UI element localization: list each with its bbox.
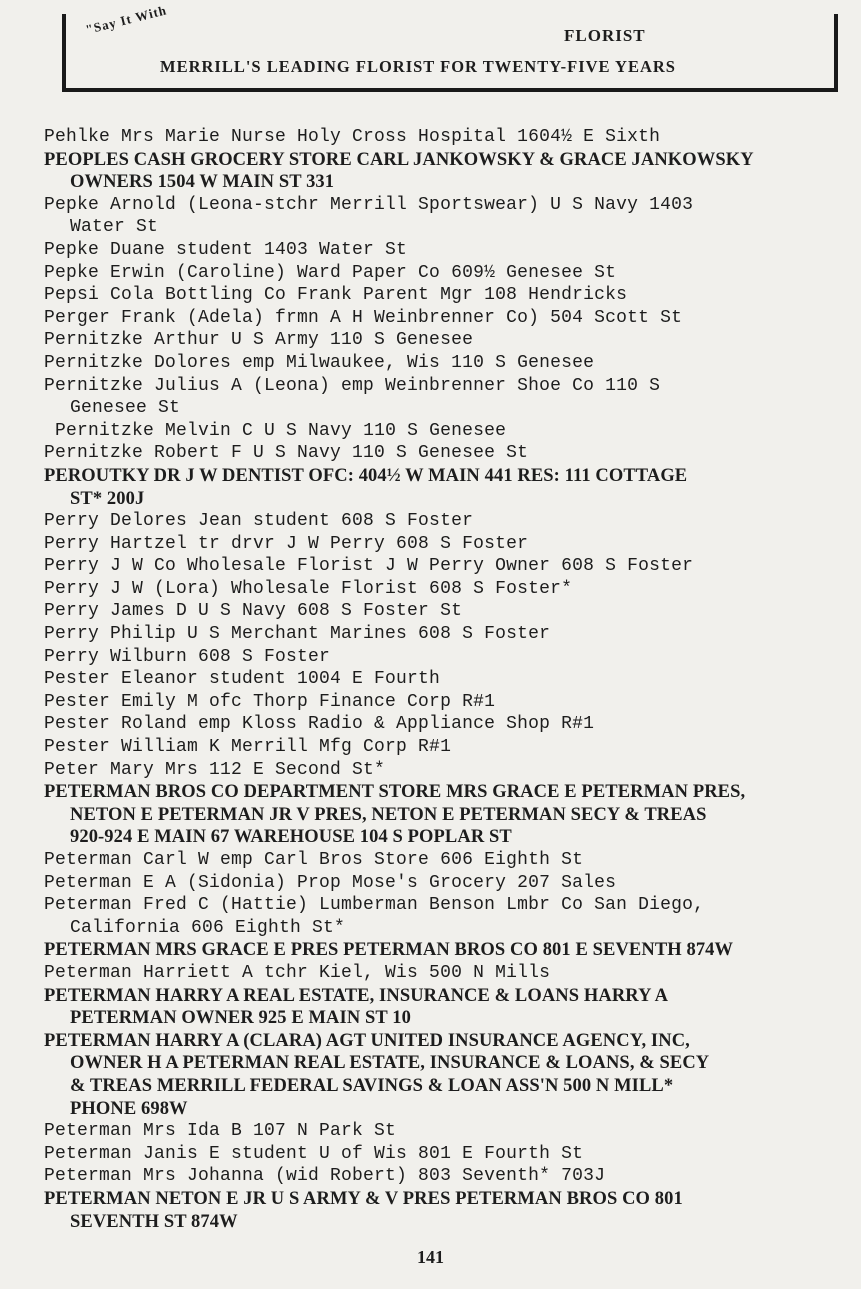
entry-line: Perry J W Co Wholesale Florist J W Perry Owner 608 S Foster (44, 556, 694, 577)
entry-line: Perry Hartzel tr drvr J W Perry 608 S Foster (44, 533, 529, 554)
entry-line: Peterman Mrs Johanna (wid Robert) 803 Seventh* 703J (44, 1166, 606, 1187)
entry-line: Peter Mary Mrs 112 E Second St* (44, 759, 386, 780)
entry-line: Perry James D U S Navy 608 S Foster St (44, 601, 463, 622)
entry-line: Pehlke Mrs Marie Nurse Holy Cross Hospital 1604½ E Sixth (44, 127, 661, 147)
entry-continuation-line: OWNER H A PETERMAN REAL ESTATE, INSURANCE & LOANS, & SECY (70, 1053, 710, 1074)
entry-line: Pester Emily M ofc Thorp Finance Corp R#1 (44, 691, 496, 712)
directory-entry (44, 759, 844, 782)
entry-continuation-line: & TREAS MERRILL FEDERAL SAVINGS & LOAN ASS'N 500 N MILL* (70, 1075, 674, 1096)
directory-entry (44, 623, 844, 646)
entry-line: Pernitzke Julius A (Leona) emp Weinbrenner Shoe Co 110 S (44, 375, 661, 396)
entry-line: PETERMAN NETON E JR U S ARMY & V PRES PETERMAN BROS CO 801 (44, 1188, 683, 1209)
ad-slogan: "Say It With (84, 2, 169, 38)
entry-line: Pepke Erwin (Caroline) Ward Paper Co 609½ Genesee St (44, 262, 617, 283)
entry-line: Pester Roland emp Kloss Radio & Appliance Shop R#1 (44, 714, 595, 735)
entry-line: PEOPLES CASH GROCERY STORE CARL JANKOWSKY & GRACE JANKOWSKY (44, 149, 754, 170)
entry-line: Peterman Janis E student U of Wis 801 E Fourth St (44, 1143, 584, 1164)
directory-entry (44, 962, 844, 985)
directory-entry (44, 126, 844, 149)
directory-entry (44, 849, 844, 872)
entry-line: Pernitzke Arthur U S Army 110 S Genesee (44, 330, 474, 351)
directory-entry (44, 691, 844, 714)
entry-continuation-line: Water St (70, 217, 159, 238)
ad-tagline: MERRILL'S LEADING FLORIST FOR TWENTY-FIVE YEARS (160, 57, 676, 76)
entry-line: Peterman Mrs Ida B 107 N Park St (44, 1121, 397, 1142)
entry-line: Peterman Carl W emp Carl Bros Store 606 Eighth St (44, 850, 584, 870)
directory-entry (44, 149, 844, 194)
entry-line: Perger Frank (Adela) frmn A H Weinbrenner Co) 504 Scott St (44, 307, 683, 328)
entry-continuation-line: California 606 Eighth St* (70, 917, 346, 938)
entry-continuation-line: PETERMAN OWNER 925 E MAIN ST 10 (70, 1008, 411, 1029)
directory-entry (44, 872, 844, 895)
entry-line: PETERMAN HARRY A REAL ESTATE, INSURANCE & LOANS HARRY A (44, 985, 669, 1006)
entry-line: Pester Eleanor student 1004 E Fourth (44, 669, 441, 690)
directory-entry (44, 781, 844, 849)
directory-entry (44, 578, 844, 601)
entry-line: Pernitzke Dolores emp Milwaukee, Wis 110 S Genesee (44, 352, 595, 373)
directory-entry (44, 894, 844, 939)
directory-entry (44, 600, 844, 623)
directory-entry (44, 442, 844, 465)
entry-continuation-line: NETON E PETERMAN JR V PRES, NETON E PETERMAN SECY & TREAS (70, 804, 707, 825)
page-number: 141 (417, 1247, 444, 1267)
entry-continuation-line: ST* 200J (70, 488, 145, 509)
entry-line: Pernitzke Melvin C U S Navy 110 S Genesee (44, 420, 507, 441)
entry-line: Peterman E A (Sidonia) Prop Mose's Grocery 207 Sales (44, 872, 617, 893)
directory-entry (44, 284, 844, 307)
directory-entry (44, 329, 844, 352)
entry-line: Perry Philip U S Merchant Marines 608 S Foster (44, 624, 551, 645)
directory-entry (44, 194, 844, 239)
directory-entry (44, 262, 844, 285)
directory-entry (44, 1030, 844, 1120)
entry-continuation-line: OWNERS 1504 W MAIN ST 331 (70, 172, 335, 193)
entry-line: Peterman Fred C (Hattie) Lumberman Benson Lmbr Co San Diego, (44, 895, 705, 916)
ad-heading: FLORIST (564, 26, 646, 45)
entry-line: PETERMAN BROS CO DEPARTMENT STORE MRS GRACE E PETERMAN PRES, (44, 782, 746, 803)
directory-entry (44, 1120, 844, 1143)
directory-entry (44, 713, 844, 736)
directory-entry (44, 939, 844, 962)
entry-line: PETERMAN MRS GRACE E PRES PETERMAN BROS CO 801 E SEVENTH 874W (44, 940, 734, 961)
florist-advertisement (62, 2, 838, 92)
entry-line: PETERMAN HARRY A (CLARA) AGT UNITED INSURANCE AGENCY, INC, (44, 1030, 690, 1051)
entry-continuation-line: PHONE 698W (70, 1098, 188, 1119)
entry-line: Perry Wilburn 608 S Foster (44, 646, 331, 667)
entry-line: PEROUTKY DR J W DENTIST OFC: 404½ W MAIN 441 RES: 111 COTTAGE (44, 465, 688, 486)
entry-line: Pepke Duane student 1403 Water St (44, 239, 408, 260)
entry-continuation-line: Genesee St (70, 398, 181, 419)
directory-entry (44, 239, 844, 262)
entry-line: Pester William K Merrill Mfg Corp R#1 (44, 737, 452, 758)
entry-line: Pernitzke Robert F U S Navy 110 S Genesee St (44, 443, 529, 464)
entry-line: Perry Delores Jean student 608 S Foster (44, 511, 474, 532)
directory-entry (44, 1143, 844, 1166)
entry-line: Pepke Arnold (Leona-stchr Merrill Sportswear) U S Navy 1403 (44, 194, 694, 215)
entry-line: Pepsi Cola Bottling Co Frank Parent Mgr 108 Hendricks (44, 285, 628, 306)
directory-entry (44, 533, 844, 556)
directory-entry (44, 375, 844, 420)
directory-listing (44, 126, 844, 1233)
directory-entry (44, 307, 844, 330)
entry-continuation-line: SEVENTH ST 874W (70, 1211, 238, 1232)
directory-entry (44, 465, 844, 510)
entry-continuation-line: 920-924 E MAIN 67 WAREHOUSE 104 S POPLAR ST (70, 827, 512, 848)
directory-entry (44, 555, 844, 578)
entry-line: Peterman Harriett A tchr Kiel, Wis 500 N Mills (44, 962, 551, 983)
directory-entry (44, 646, 844, 669)
directory-entry (44, 510, 844, 533)
directory-entry (44, 420, 844, 443)
entry-line: Perry J W (Lora) Wholesale Florist 608 S Foster* (44, 578, 573, 599)
directory-entry (44, 1165, 844, 1188)
directory-entry (44, 352, 844, 375)
directory-entry (44, 736, 844, 759)
directory-entry (44, 985, 844, 1030)
directory-entry (44, 1188, 844, 1233)
directory-entry (44, 668, 844, 691)
